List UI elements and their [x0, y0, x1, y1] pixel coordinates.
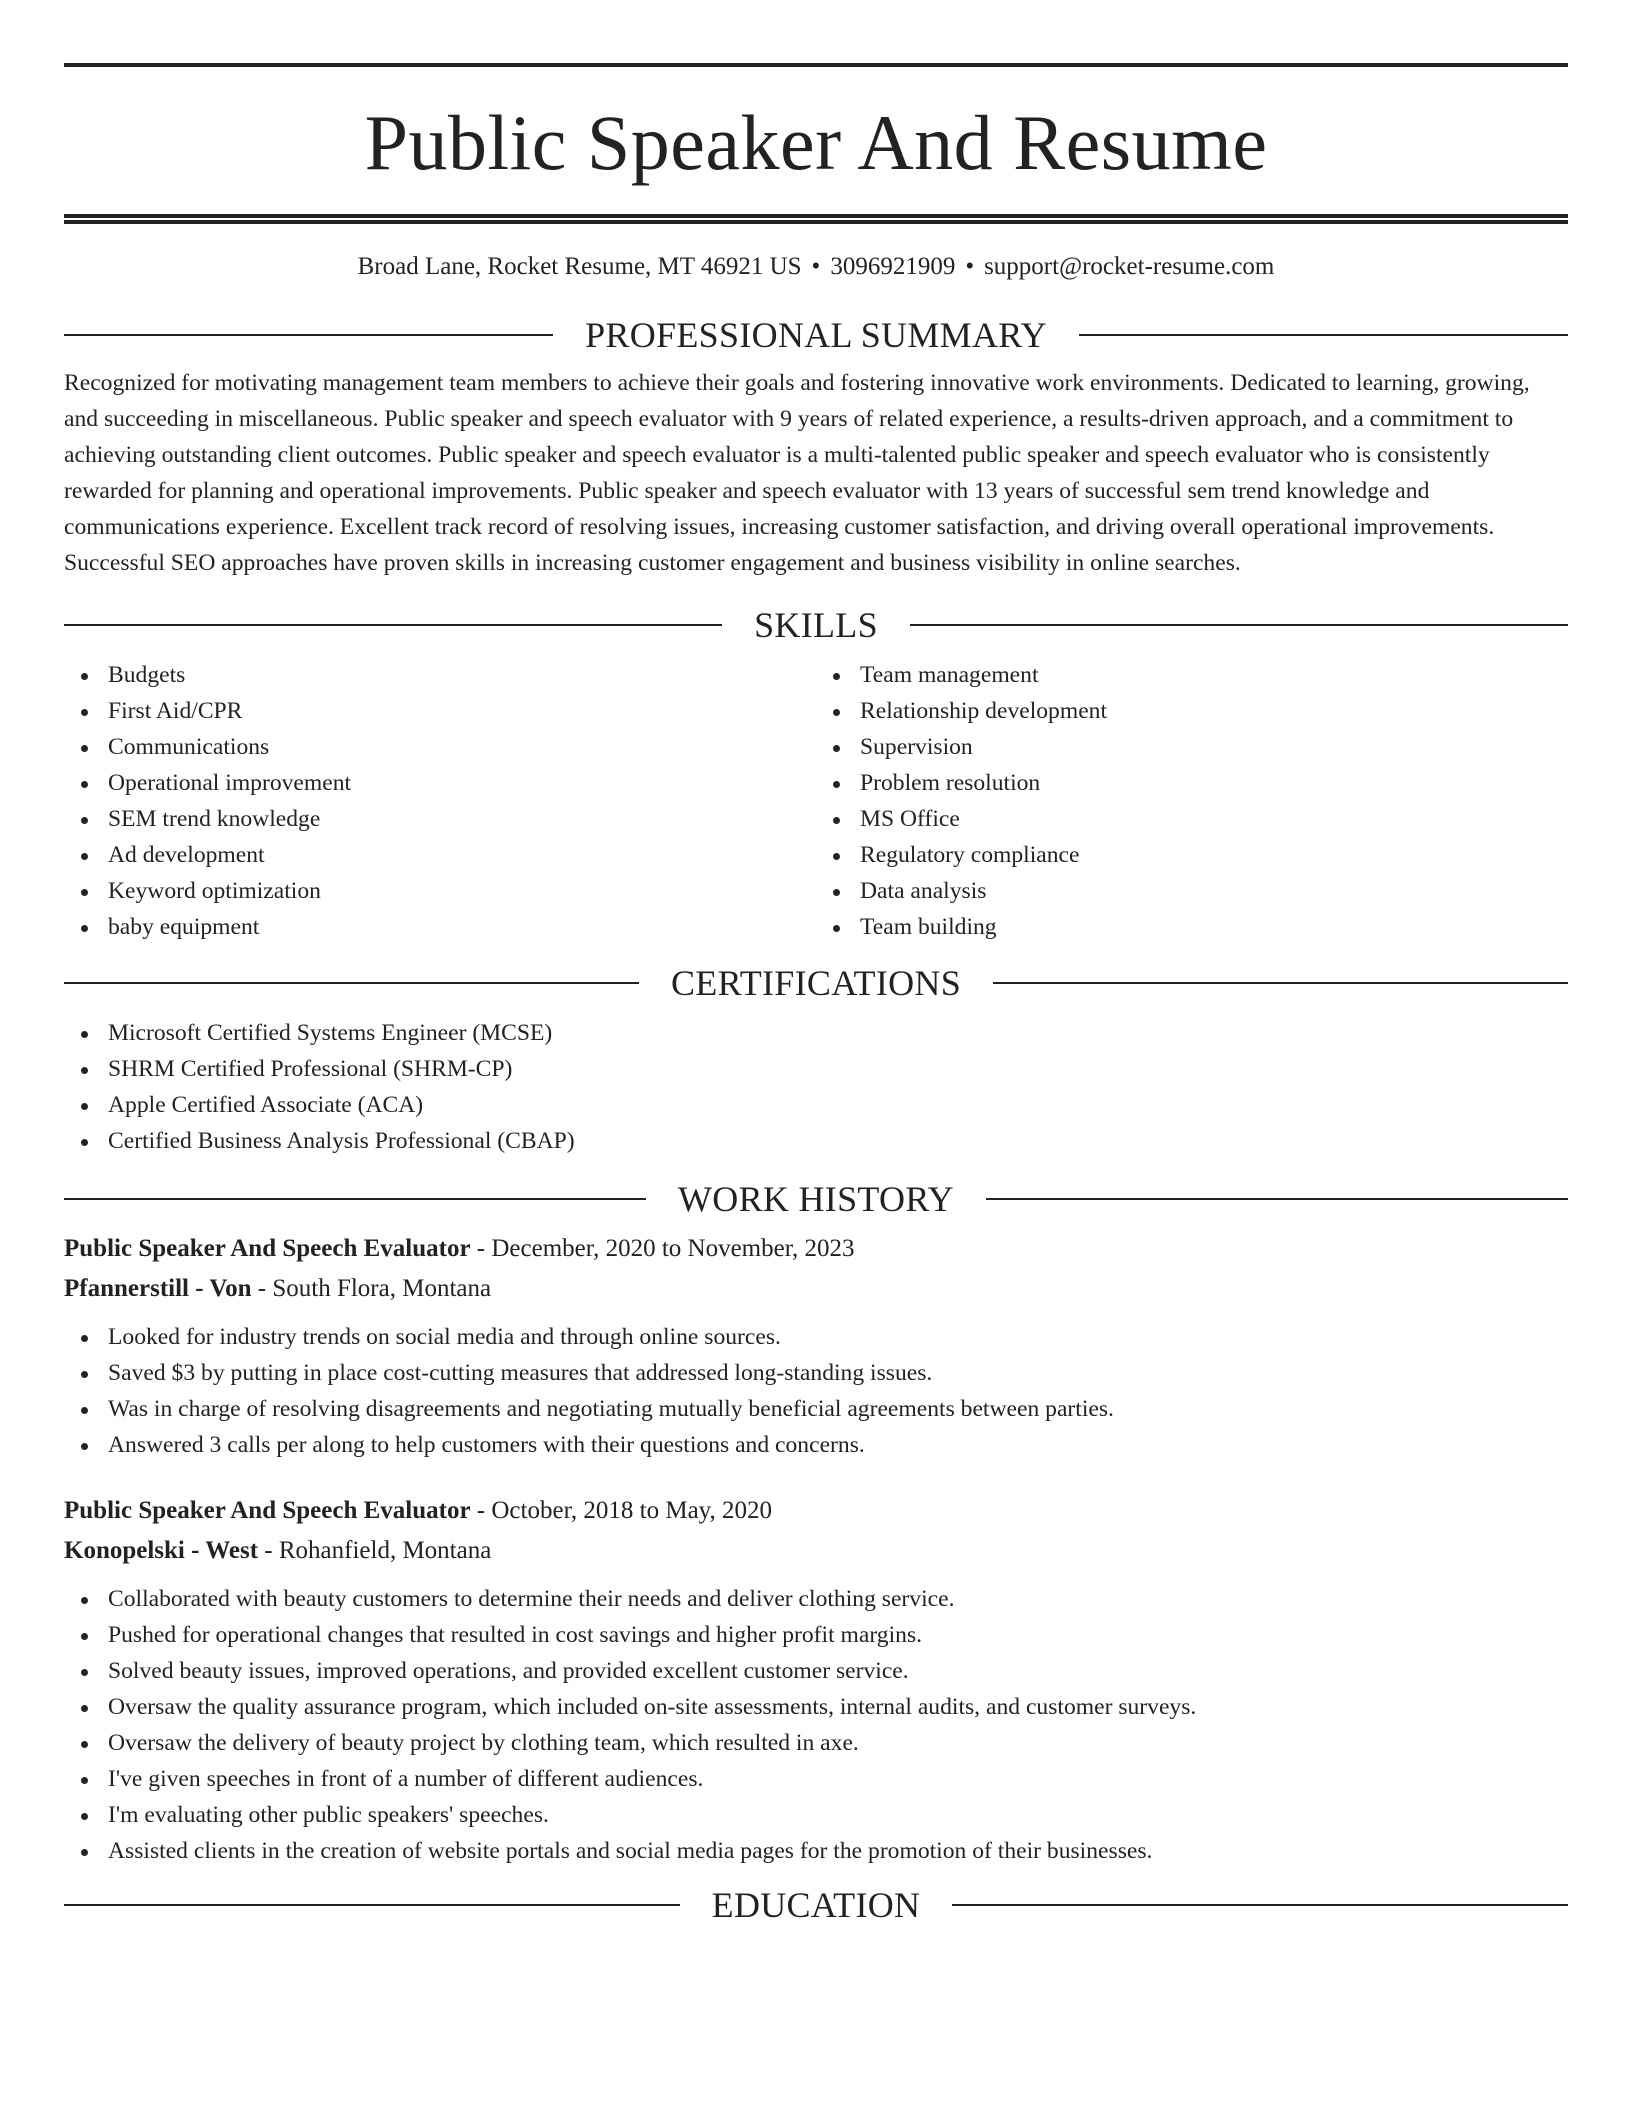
certification-item: Apple Certified Associate (ACA) [64, 1087, 1568, 1123]
job-bullet: I've given speeches in front of a number of different audiences. [64, 1761, 1568, 1797]
certifications-list [64, 1015, 1568, 1159]
skills-title: SKILLS [754, 605, 878, 645]
skill-item: Team building [816, 909, 1568, 945]
job-role: Public Speaker And Speech Evaluator [64, 1235, 471, 1262]
job-location: - South Flora, Montana [251, 1275, 492, 1302]
job-role: Public Speaker And Speech Evaluator [64, 1497, 471, 1524]
job-entry [64, 1229, 1568, 1463]
job-bullets [64, 1581, 1568, 1869]
job-bullets [64, 1319, 1568, 1463]
heading-rule [64, 982, 639, 984]
job-bullet: Collaborated with beauty customers to determine their needs and deliver clothing service. [64, 1581, 1568, 1617]
skills-list-right [816, 657, 1568, 945]
header-top-rule [64, 63, 1568, 67]
skill-item: Data analysis [816, 873, 1568, 909]
skill-item: Operational improvement [64, 765, 816, 801]
job-bullet: Oversaw the delivery of beauty project by clothing team, which resulted in axe. [64, 1725, 1568, 1761]
skill-item: Relationship development [816, 693, 1568, 729]
job-bullet: Assisted clients in the creation of website portals and social media pages for the promotion of their businesses. [64, 1833, 1568, 1869]
skill-item: Keyword optimization [64, 873, 816, 909]
contact-separator: • [965, 253, 975, 280]
skills-heading [64, 607, 1568, 643]
heading-rule [993, 982, 1568, 984]
job-company-line [64, 1531, 1568, 1571]
job-bullet: Saved $3 by putting in place cost-cutting measures that addressed long-standing issues. [64, 1355, 1568, 1391]
skills-list-left [64, 657, 816, 945]
skill-item: Problem resolution [816, 765, 1568, 801]
heading-rule [986, 1198, 1568, 1200]
education-heading [64, 1887, 1568, 1923]
header-double-rule [64, 214, 1568, 224]
contact-separator: • [811, 253, 821, 280]
certification-item: Certified Business Analysis Professional (CBAP) [64, 1123, 1568, 1159]
skill-item: Team management [816, 657, 1568, 693]
certification-item: Microsoft Certified Systems Engineer (MCSE) [64, 1015, 1568, 1051]
job-entry [64, 1491, 1568, 1869]
work-title: WORK HISTORY [678, 1179, 954, 1219]
job-company: Pfannerstill - Von [64, 1275, 252, 1302]
heading-rule [1079, 334, 1568, 336]
work-heading [64, 1181, 1568, 1217]
job-dates: - October, 2018 to May, 2020 [470, 1497, 773, 1524]
job-bullet: Oversaw the quality assurance program, which included on-site assessments, internal audits, and customer surveys. [64, 1689, 1568, 1725]
education-title: EDUCATION [711, 1885, 921, 1925]
heading-rule [64, 334, 553, 336]
heading-rule [910, 624, 1568, 626]
heading-rule [952, 1904, 1568, 1906]
job-company-line [64, 1269, 1568, 1309]
skill-item: First Aid/CPR [64, 693, 816, 729]
certifications-heading [64, 965, 1568, 1001]
job-company: Konopelski - West [64, 1537, 259, 1564]
skill-item: baby equipment [64, 909, 816, 945]
summary-text: Recognized for motivating management team members to achieve their goals and fostering innovative work environments. Dedicated to learning, growing, and succeeding in miscellaneous. Public speaker and speech evaluator with 9 years of related experience, a results-driven approach, and a commitment to achieving outstanding client outcomes. Public speaker and speech evaluator is a multi-talented public speaker and speech evaluator who is consistently rewarded for planning and operational improvements. Public speaker and speech evaluator with 13 years of successful sem trend knowledge and communications experience. Excellent track record of resolving issues, increasing customer satisfaction, and driving overall operational improvements. Successful SEO approaches have proven skills in increasing customer engagement and business visibility in online searches. [64, 370, 1530, 576]
job-bullet: Solved beauty issues, improved operations, and provided excellent customer service. [64, 1653, 1568, 1689]
job-bullet: Was in charge of resolving disagreements and negotiating mutually beneficial agreements between parties. [64, 1391, 1568, 1427]
job-bullet: Pushed for operational changes that resulted in cost savings and higher profit margins. [64, 1617, 1568, 1653]
contact-email: support@rocket-resume.com [984, 253, 1275, 280]
heading-rule [64, 624, 722, 626]
summary-title: PROFESSIONAL SUMMARY [585, 315, 1047, 355]
job-bullet: I'm evaluating other public speakers' speeches. [64, 1797, 1568, 1833]
contact-line [64, 254, 1568, 279]
skill-item: MS Office [816, 801, 1568, 837]
job-dates: - December, 2020 to November, 2023 [470, 1235, 855, 1262]
heading-rule [64, 1198, 646, 1200]
skill-item: SEM trend knowledge [64, 801, 816, 837]
skill-item: Budgets [64, 657, 816, 693]
resume-name: Public Speaker And Resume [364, 99, 1268, 186]
skill-item: Supervision [816, 729, 1568, 765]
contact-address: Broad Lane, Rocket Resume, MT 46921 US [357, 253, 802, 280]
certification-item: SHRM Certified Professional (SHRM-CP) [64, 1051, 1568, 1087]
contact-phone: 3096921909 [830, 253, 956, 280]
certifications-title: CERTIFICATIONS [670, 963, 962, 1003]
job-bullet: Answered 3 calls per along to help customers with their questions and concerns. [64, 1427, 1568, 1463]
job-location: - Rohanfield, Montana [258, 1537, 492, 1564]
job-title-line [64, 1491, 1568, 1531]
summary-heading [64, 317, 1568, 353]
skill-item: Ad development [64, 837, 816, 873]
job-bullet: Looked for industry trends on social media and through online sources. [64, 1319, 1568, 1355]
job-title-line [64, 1229, 1568, 1269]
skills-columns [64, 643, 1568, 945]
heading-rule [64, 1904, 680, 1906]
skill-item: Communications [64, 729, 816, 765]
skill-item: Regulatory compliance [816, 837, 1568, 873]
